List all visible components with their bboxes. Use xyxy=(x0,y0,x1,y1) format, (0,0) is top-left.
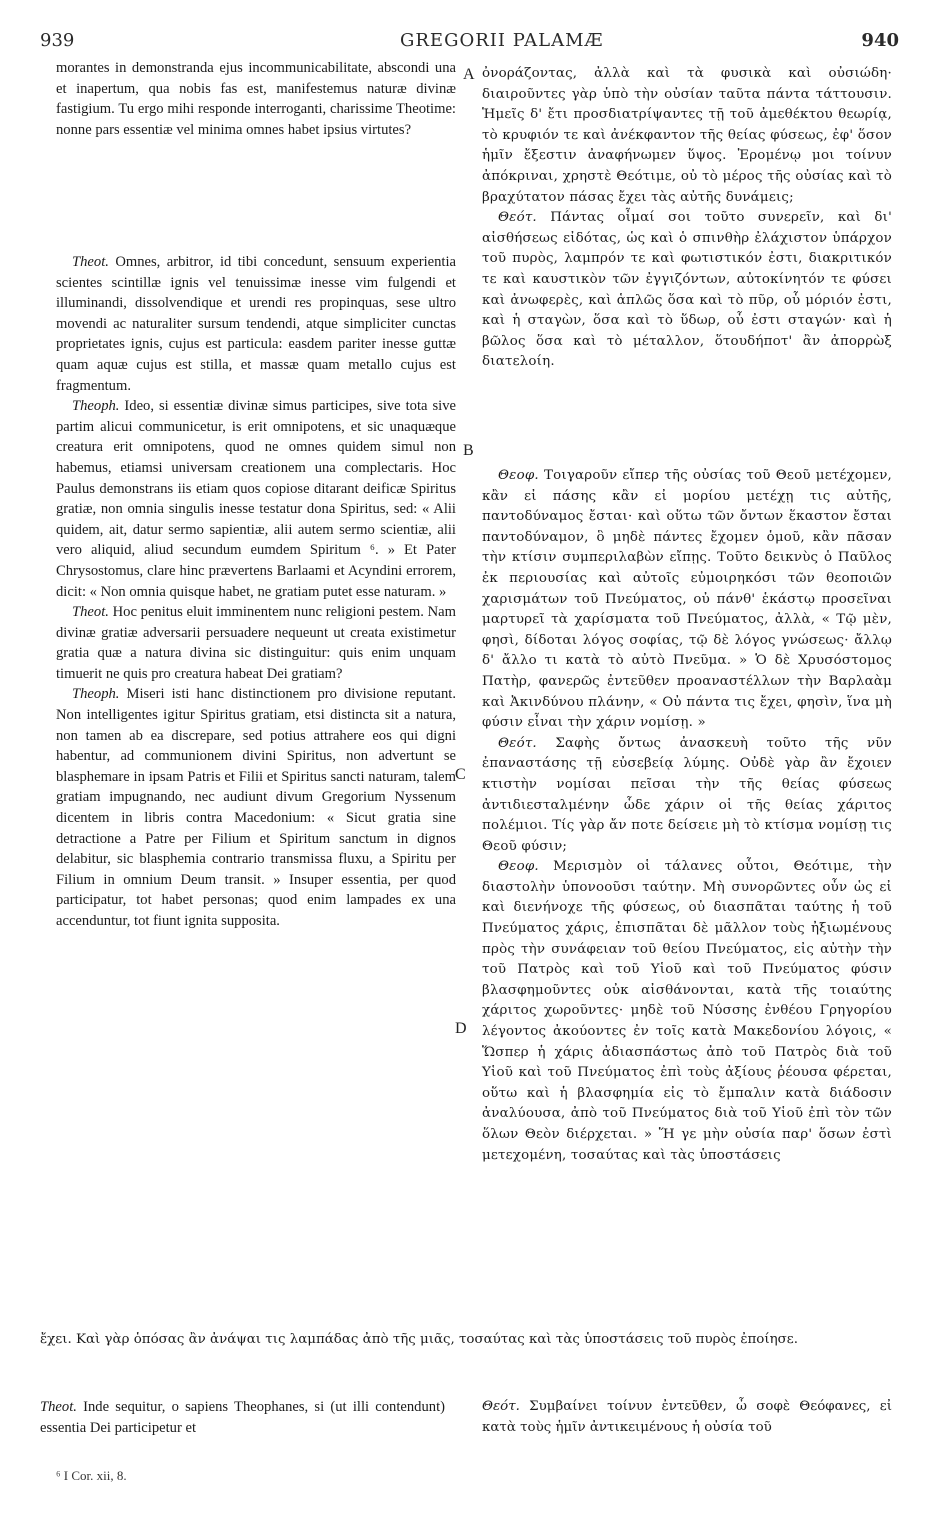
greek-paragraph-4 xyxy=(482,734,892,858)
speaker-label: Θεοφ. xyxy=(498,468,539,483)
greek-paragraph-2 xyxy=(482,208,892,373)
footnote: ⁶ I Cor. xii, 8. xyxy=(56,1468,127,1483)
greek-paragraph-text: Μερισμὸν οἱ τάλανες οὗτοι, Θεότιμε, τὴν διαστολὴν ὑπονοοῦσι ταύτην. Μὴ συνορῶντες οὖν ὡς εἰ καὶ διενήνοχε τῆς φύσεως, οὐ διασπᾶται ταύτης ἡ τοῦ Πνεύματος χάρις, ἐπισπᾶται δὲ μᾶλλον τοὺς ἠξιωμένους πρὸς τὴν συνάφειαν τοῦ θείου Πνεύματος, εἰς αὐτὴν τὴν τοῦ Πατρὸς καὶ τοῦ Υἱοῦ καὶ τοῦ Πνεύματος φύσιν βλασφημοῦντες οὐκ αἰσθάνονται, κατὰ τῆς τοιαύτης χάριτος χωροῦντες· μηδὲ τοῦ Νύσσης ἐνθέου Γρηγορίου λέγοντος ἀκούοντες ἐν τοῖς κατὰ Μακεδονίου λόγοις, « Ὥσπερ ἡ χάρις ἀδιασπάστως ἀπὸ τοῦ Πατρὸς διὰ τοῦ Υἱοῦ καὶ τοῦ Πνεύματος ἐπὶ τοὺς ἀξίους ῥέουσα φέρεται, οὕτω καὶ ἡ βλασφημία εἰς τὸ ἔμπαλιν κατὰ διάδοσιν ἀναλύουσα, ἀπὸ τοῦ Πνεύματος διὰ τοῦ Υἱοῦ ἐπὶ τὸν τῶν ὅλων Θεὸν διέρχεται. » Ἥ γε μὴν οὐσία παρ' ὅσων ἐστὶ μετεχομένη, τοσαύτας καὶ τὰς ὑποστάσεις xyxy=(482,859,892,1163)
greek-paragraph-3 xyxy=(482,466,892,734)
greek-bottom-paragraph xyxy=(482,1397,892,1438)
speaker-label: Θεότ. xyxy=(498,210,537,226)
greek-bottom-text: Συμβαίνει τοίνυν ἐντεῦθεν, ὦ σοφὲ Θεόφανες, εἰ κατὰ τοὺς ἡμῖν ἀντικειμένους ἡ οὐσία τοῦ xyxy=(482,1399,892,1435)
speaker-label: Theot. xyxy=(40,1399,77,1415)
greek-column xyxy=(482,64,892,373)
page-header xyxy=(40,30,899,56)
margin-letter-d: D xyxy=(455,1020,467,1037)
greek-paragraph-1: ὀνοράζοντας, ἀλλὰ καὶ τὰ φυσικὰ καὶ οὐσιώδη· διαιροῦντες γὰρ ὑπὸ τὴν οὐσίαν ταῦτα πάντα τάττουσιν. Ἡμεῖς δ' ἔτι προσδιατρίψαντες τῇ τοῦ ἀμεθέκτου θεωρίᾳ, τὸ κρυφιόν τε καὶ ἀνέκφαντον τῆς θείας φύσεως, ἐφ' ὅσον ἡμῖν ἔξεστιν ἀναφήνωμεν ὕψος. Ἐρομένῳ μοι τοίνυν ἀπόκριναι, χρηστὲ Θεότιμε, οὐ τὸ μέρος τῆς οὐσίας καὶ τὸ βραχύτατον πάσας ἔχει τὰς αὐτῆς δυνάμεις; xyxy=(482,66,892,205)
speaker-label: Θεοφ. xyxy=(498,859,539,875)
left-page-number: 939 xyxy=(40,30,75,51)
margin-letter-c: C xyxy=(455,766,466,783)
greek-paragraph-text: Τοιγαροῦν εἴπερ τῆς οὐσίας τοῦ Θεοῦ μετέχομεν, κἂν εἰ πάσης κἂν εἰ μορίου μετέχῃ τις αὐτῆς, παντοδύναμος ἔσται· καὶ οὕτω τῶν ὄντων ἕκαστον ἔσται παντοδύναμον, ὃ μηδὲ πάντες ἔχομεν ὁμοῦ, κἂν πᾶσαν τὴν κτίσιν συμπεριλαβὼν εἴπῃς. Τοῦτο δεικνὺς ὁ Παῦλος ἐκ περιουσίας καὶ αὐτοῖς εὐμοιρηκόσι τῶν θεοποιῶν χαρισμάτων τοῦ Πνεύματος, οὐ πάνθ' ἑκάστῳ προσεῖναι μαρτυρεῖ τὰ χαρίσματα τοῦ Πνεύματος, ἀλλὰ, « Τῷ μὲν, φησὶ, δίδοται λόγος σοφίας, τῷ δὲ λόγος γνώσεως· ἄλλῳ δ' ἄλλο τι κατὰ τὸ αὐτὸ Πνεῦμα. » Ὁ δὲ Χρυσόστομος Πατὴρ, φανερῶς ἐντεῦθεν προαναστέλλων τὴν Βαρλαὰμ καὶ Ἀκινδύνου πλάνην, « Οὐ πάντα τις ἔχει, φησὶν, ἵνα μὴ φύσιν εἶναι τὴν χάριν νομίσῃ. » xyxy=(482,468,892,731)
right-page-number: 940 xyxy=(861,30,899,51)
latin-column-block-2 xyxy=(56,252,456,932)
speaker-label: Θεότ. xyxy=(498,735,537,751)
latin-paragraph-5 xyxy=(56,684,456,931)
latin-bottom-paragraph xyxy=(40,1397,445,1438)
running-title: GREGORII PALAMÆ xyxy=(400,30,604,51)
speaker-label: Theot. xyxy=(72,604,109,621)
latin-paragraph-3 xyxy=(56,396,456,602)
speaker-label: Theoph. xyxy=(72,686,120,703)
latin-paragraph-text: Omnes, arbitror, id tibi concedunt, sensuum experientia scientes scintillæ ignis vel tenuissimæ inesse vim fulgendi et illuminandi, dissolvendique et urendi res propinquas, sese ultro movendi ac naturaliter sursum tendendi, atque simpliciter cunctas proprietates ignis, cujus est particula: easdem pariter inesse guttæ quam aquæ cujus est stilla, et massæ quam metallo cujus est fragmentum. xyxy=(56,254,456,394)
greek-paragraph-text: Σαφὴς ὄντως ἀνασκευὴ τοῦτο τῆς νῦν ἐπαναστάσης τῇ εὐσεβείᾳ λύμης. Οὐδὲ γὰρ ἂν ἔχοιεν κτιστὴν νομίσαι πεῖσαι τὴν τῆς θείας φύσεως ἀντιδιεσταλμένην ὧδε χάριν οἱ τῆς θείας χάριτος πολέμιοι. Τίς γὰρ ἄν ποτε δείσειε μὴ τὸ κτίσμα νομίσῃ τις Θεοῦ φύσιν; xyxy=(482,735,892,854)
greek-continuation-line: ἔχει. Καὶ γὰρ ὁπόσας ἂν ἀνάψαι τις λαμπάδας ἀπὸ τῆς μιᾶς, τοσαύτας καὶ τὰς ὑποστάσεις τοῦ πυρὸς ἐποίησε. xyxy=(40,1332,798,1347)
latin-paragraph-text: Hoc penitus eluit imminentem nunc religioni pestem. Nam divinæ gratiæ adversarii persuadere nequeunt ut creata existimetur gratia quæ a natura divina sic distinguitur: quis enim unquam timuerit ne quis pro creatura habeat Dei gratiam? xyxy=(56,604,456,682)
latin-paragraph-text: Ideo, si essentiæ divinæ simus participes, sive tota sive partim alicui communicetur, is erit omnipotens, et sic unaquæque creatura erit omnipotens, quod ne omnes quidem simul non habemus, etiamsi universam creationem una complectaris. Hoc Paulus demonstrans iis etiam quos copiose ditarant deificæ Spiritus gratiæ, non omnia singulis inesse testatur dona Spiritus, sed: « Alii quidem, ait, datur sermo sapientiæ, alii autem sermo scientiæ, alii vero aliquid, aliud secundum eumdem Spiritum ⁶. » Et Pater Chrysostomus, clare hinc prævertens Barlaami et Acyndini errorem, dicit: « Non omnia quisque habet, ne gratiam putet esse naturam. » xyxy=(56,398,456,600)
latin-column xyxy=(56,58,456,140)
latin-bottom-text: Inde sequitur, o sapiens Theophanes, si (ut illi contendunt) essentia Dei participetur et xyxy=(40,1399,445,1436)
latin-paragraph-1: morantes in demonstranda ejus incommunicabilitate, abscondi una et inapertum, qua nobis fas est, manifestemus naturæ divinæ fastigium. Tu ergo mihi responde interroganti, charissime Theotime: nonne pars essentiæ vel minima omnes habet ipsius virtutes? xyxy=(56,60,456,138)
speaker-label: Θεότ. xyxy=(482,1399,520,1414)
latin-paragraph-4 xyxy=(56,602,456,684)
latin-paragraph-text: Miseri isti hanc distinctionem pro divisione reputant. Non intelligentes igitur Spiritus gratiam, etsi distincta sit a natura, non tamen ab ea discrepare, sed potius attrahere eos qui digni habentur, ad communionem divini Spiritus, non advertunt se blasphemare in ipsam Patris et Filii et Spiritus sancti naturam, talem gratiam impugnando, nec audiunt divum Gregorium Nyssenum dicentem in libris contra Macedonium: « Sicut gratia sine detractione a Patre per Filium et Spiritum sanctum in dignos delabitur, sic blasphemia contrario transmissa fluxu, a Spiritu per Filium in omnium Deum transit. » Insuper essentia, per quod participatur, tot habet personas; quod enim lampades ex una accenduntur, tot fiunt ignita supposita. xyxy=(56,686,456,929)
greek-paragraph-text: Πάντας οἶμαί σοι τοῦτο συνερεῖν, καὶ δι' αἰσθήσεως εἰδότας, ὡς καὶ ὁ σπινθὴρ ἐλάχιστον ὑπάρχον τοῦ πυρὸς, λαμπρόν τε καὶ φωτιστικόν ἐστι, διακριτικόν τε καὶ καυστικὸν τῶν ἐγγιζόντων, αὐτοκίνητόν τε φύσει καὶ ἀνωφερὲς, καὶ ἁπλῶς ὅσα καὶ τὸ πῦρ, οὗ μόριόν ἐστι, καὶ ἡ σταγὼν, ὅσα καὶ τὸ ὕδωρ, οὗ ἐστι σταγών· καὶ ἡ βῶλος ὅσα καὶ τὸ μέταλλον, ὅτουδήποτ' ἂν ἀπορρὼξ διατελοίη. xyxy=(482,210,892,370)
speaker-label: Theot. xyxy=(72,254,109,270)
latin-paragraph-2 xyxy=(56,252,456,396)
margin-letter-a: A xyxy=(463,66,475,83)
margin-letter-b: B xyxy=(463,442,474,459)
speaker-label: Theoph. xyxy=(72,398,120,415)
greek-paragraph-5 xyxy=(482,857,892,1166)
greek-column-block-2 xyxy=(482,466,892,1166)
